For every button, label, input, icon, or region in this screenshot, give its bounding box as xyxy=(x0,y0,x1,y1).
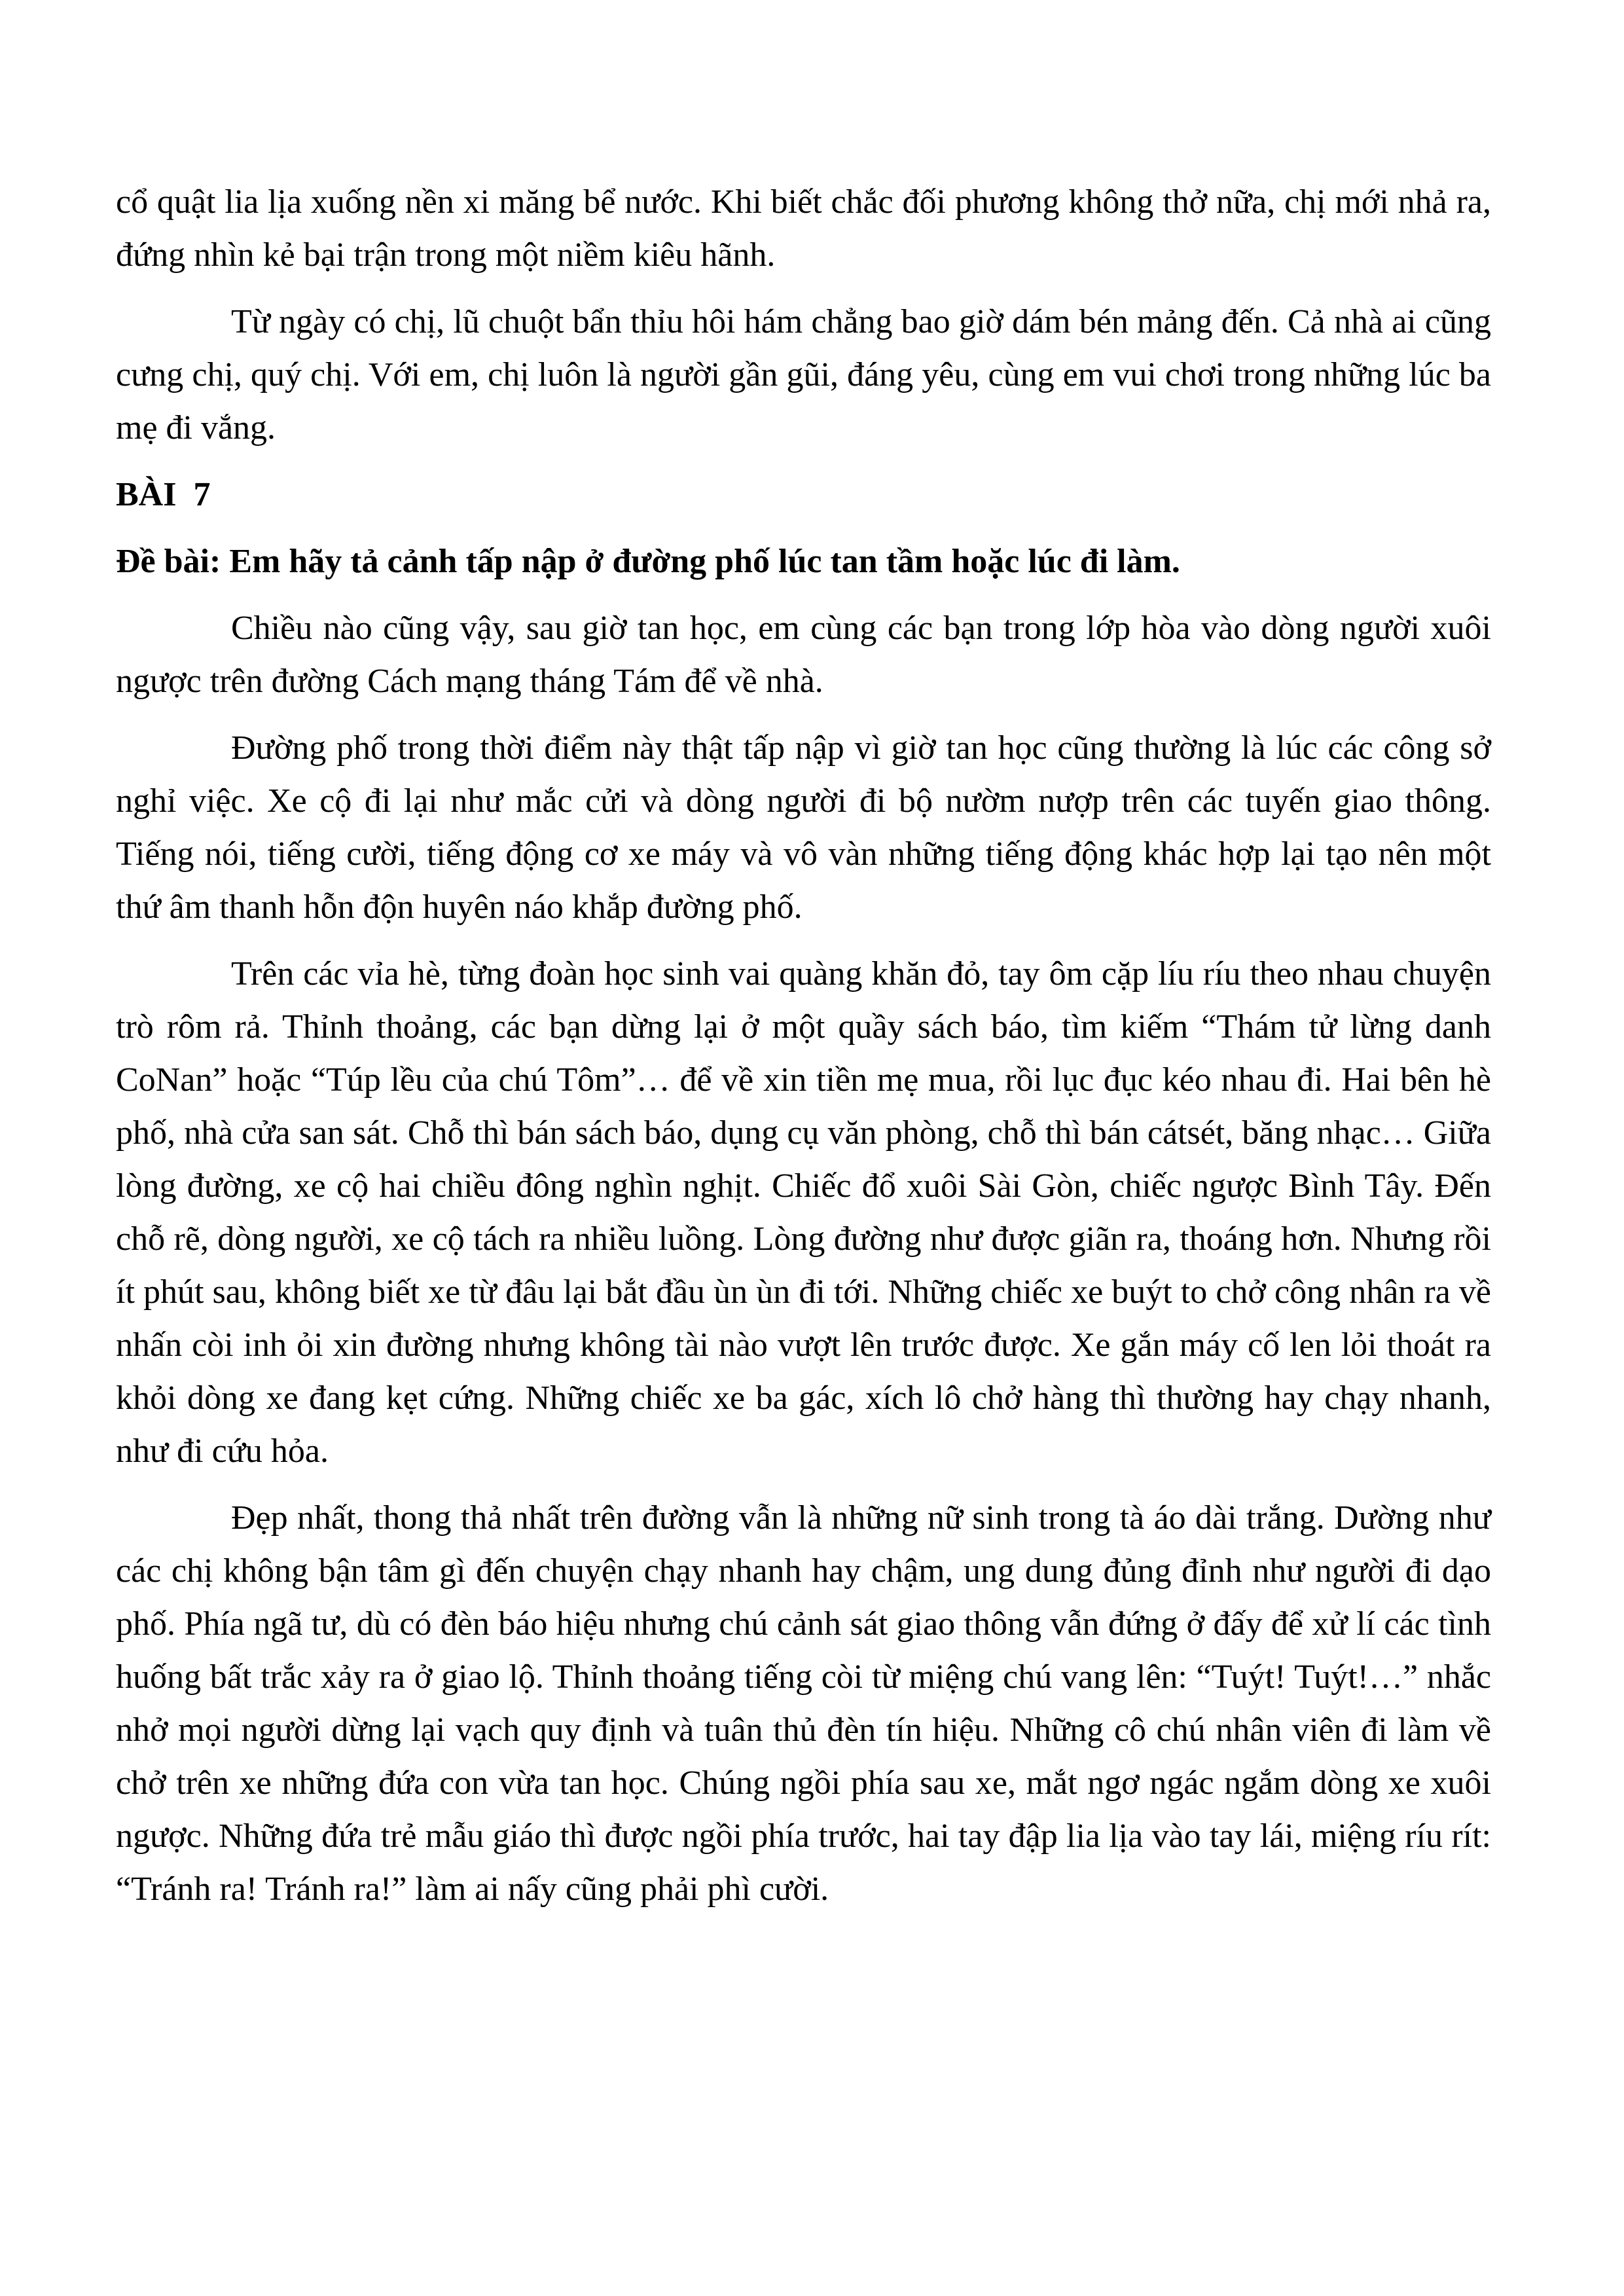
section-heading: BÀI 7 xyxy=(116,476,211,513)
paragraph: Chiều nào cũng vậy, sau giờ tan học, em cùng các bạn trong lớp hòa vào dòng người xuôi ngược trên đường Cách mạng tháng Tám để về nhà. xyxy=(116,610,1491,700)
paragraph: Đẹp nhất, thong thả nhất trên đường vẫn là những nữ sinh trong tà áo dài trắng. Dường như các chị không bận tâm gì đến chuyện chạy nhanh hay chậm, ung dung đủng đỉnh như người đi dạo phố. Phía ngã tư, dù có đèn báo hiệu nhưng chú cảnh sát giao thông vẫn đứng ở đấy để xử lí các tình huống bất trắc xảy ra ở giao lộ. Thỉnh thoảng tiếng còi từ miệng chú vang lên: “Tuýt! Tuýt!…” nhắc nhở mọi người dừng lại vạch quy định và tuân thủ đèn tín hiệu. Những cô chú nhân viên đi làm về chở trên xe những đứa con vừa tan học. Chúng ngồi phía sau xe, mắt ngơ ngác ngắm dòng xe xuôi ngược. Những đứa trẻ mẫu giáo thì được ngồi phía trước, hai tay đập lia lịa vào tay lái, miệng ríu rít: “Tránh ra! Tránh ra!” làm ai nấy cũng phải phì cười. xyxy=(116,1499,1491,1908)
paragraph: Từ ngày có chị, lũ chuột bẩn thỉu hôi hám chẳng bao giờ dám bén mảng đến. Cả nhà ai cũng cưng chị, quý chị. Với em, chị luôn là người gần gũi, đáng yêu, cùng em vui chơi trong những lúc ba mẹ đi vắng. xyxy=(116,303,1491,446)
paragraph: Trên các vỉa hè, từng đoàn học sinh vai quàng khăn đỏ, tay ôm cặp líu ríu theo nhau chuyện trò rôm rả. Thỉnh thoảng, các bạn dừng lại ở một quầy sách báo, tìm kiếm “Thám tử lừng danh CoNan” hoặc “Túp lều của chú Tôm”… để về xin tiền mẹ mua, rồi lục đục kéo nhau đi. Hai bên hè phố, nhà cửa san sát. Chỗ thì bán sách báo, dụng cụ văn phòng, chỗ thì bán cátsét, băng nhạc… Giữa lòng đường, xe cộ hai chiều đông nghìn nghịt. Chiếc đổ xuôi Sài Gòn, chiếc ngược Bình Tây. Đến chỗ rẽ, dòng người, xe cộ tách ra nhiều luồng. Lòng đường như được giãn ra, thoáng hơn. Nhưng rồi ít phút sau, không biết xe từ đâu lại bắt đầu ùn ùn đi tới. Những chiếc xe buýt to chở công nhân ra về nhấn còi inh ỏi xin đường nhưng không tài nào vượt lên trước được. Xe gắn máy cố len lỏi thoát ra khỏi dòng xe đang kẹt cứng. Những chiếc xe ba gác, xích lô chở hàng thì thường hay chạy nhanh, như đi cứu hỏa. xyxy=(116,955,1491,1470)
assignment-prompt: Đề bài: Em hãy tả cảnh tấp nập ở đường phố lúc tan tầm hoặc lúc đi làm. xyxy=(116,543,1180,580)
paragraph-continued: cổ quật lia lịa xuống nền xi măng bể nước. Khi biết chắc đối phương không thở nữa, chị mới nhả ra, đứng nhìn kẻ bại trận trong một niềm kiêu hãnh. xyxy=(116,183,1491,274)
paragraph: Đường phố trong thời điểm này thật tấp nập vì giờ tan học cũng thường là lúc các công sở nghỉ việc. Xe cộ đi lại như mắc cửi và dòng người đi bộ nườm nượp trên các tuyến giao thông. Tiếng nói, tiếng cười, tiếng động cơ xe máy và vô vàn những tiếng động khác hợp lại tạo nên một thứ âm thanh hỗn độn huyên náo khắp đường phố. xyxy=(116,729,1491,926)
document-body xyxy=(116,175,1491,1929)
